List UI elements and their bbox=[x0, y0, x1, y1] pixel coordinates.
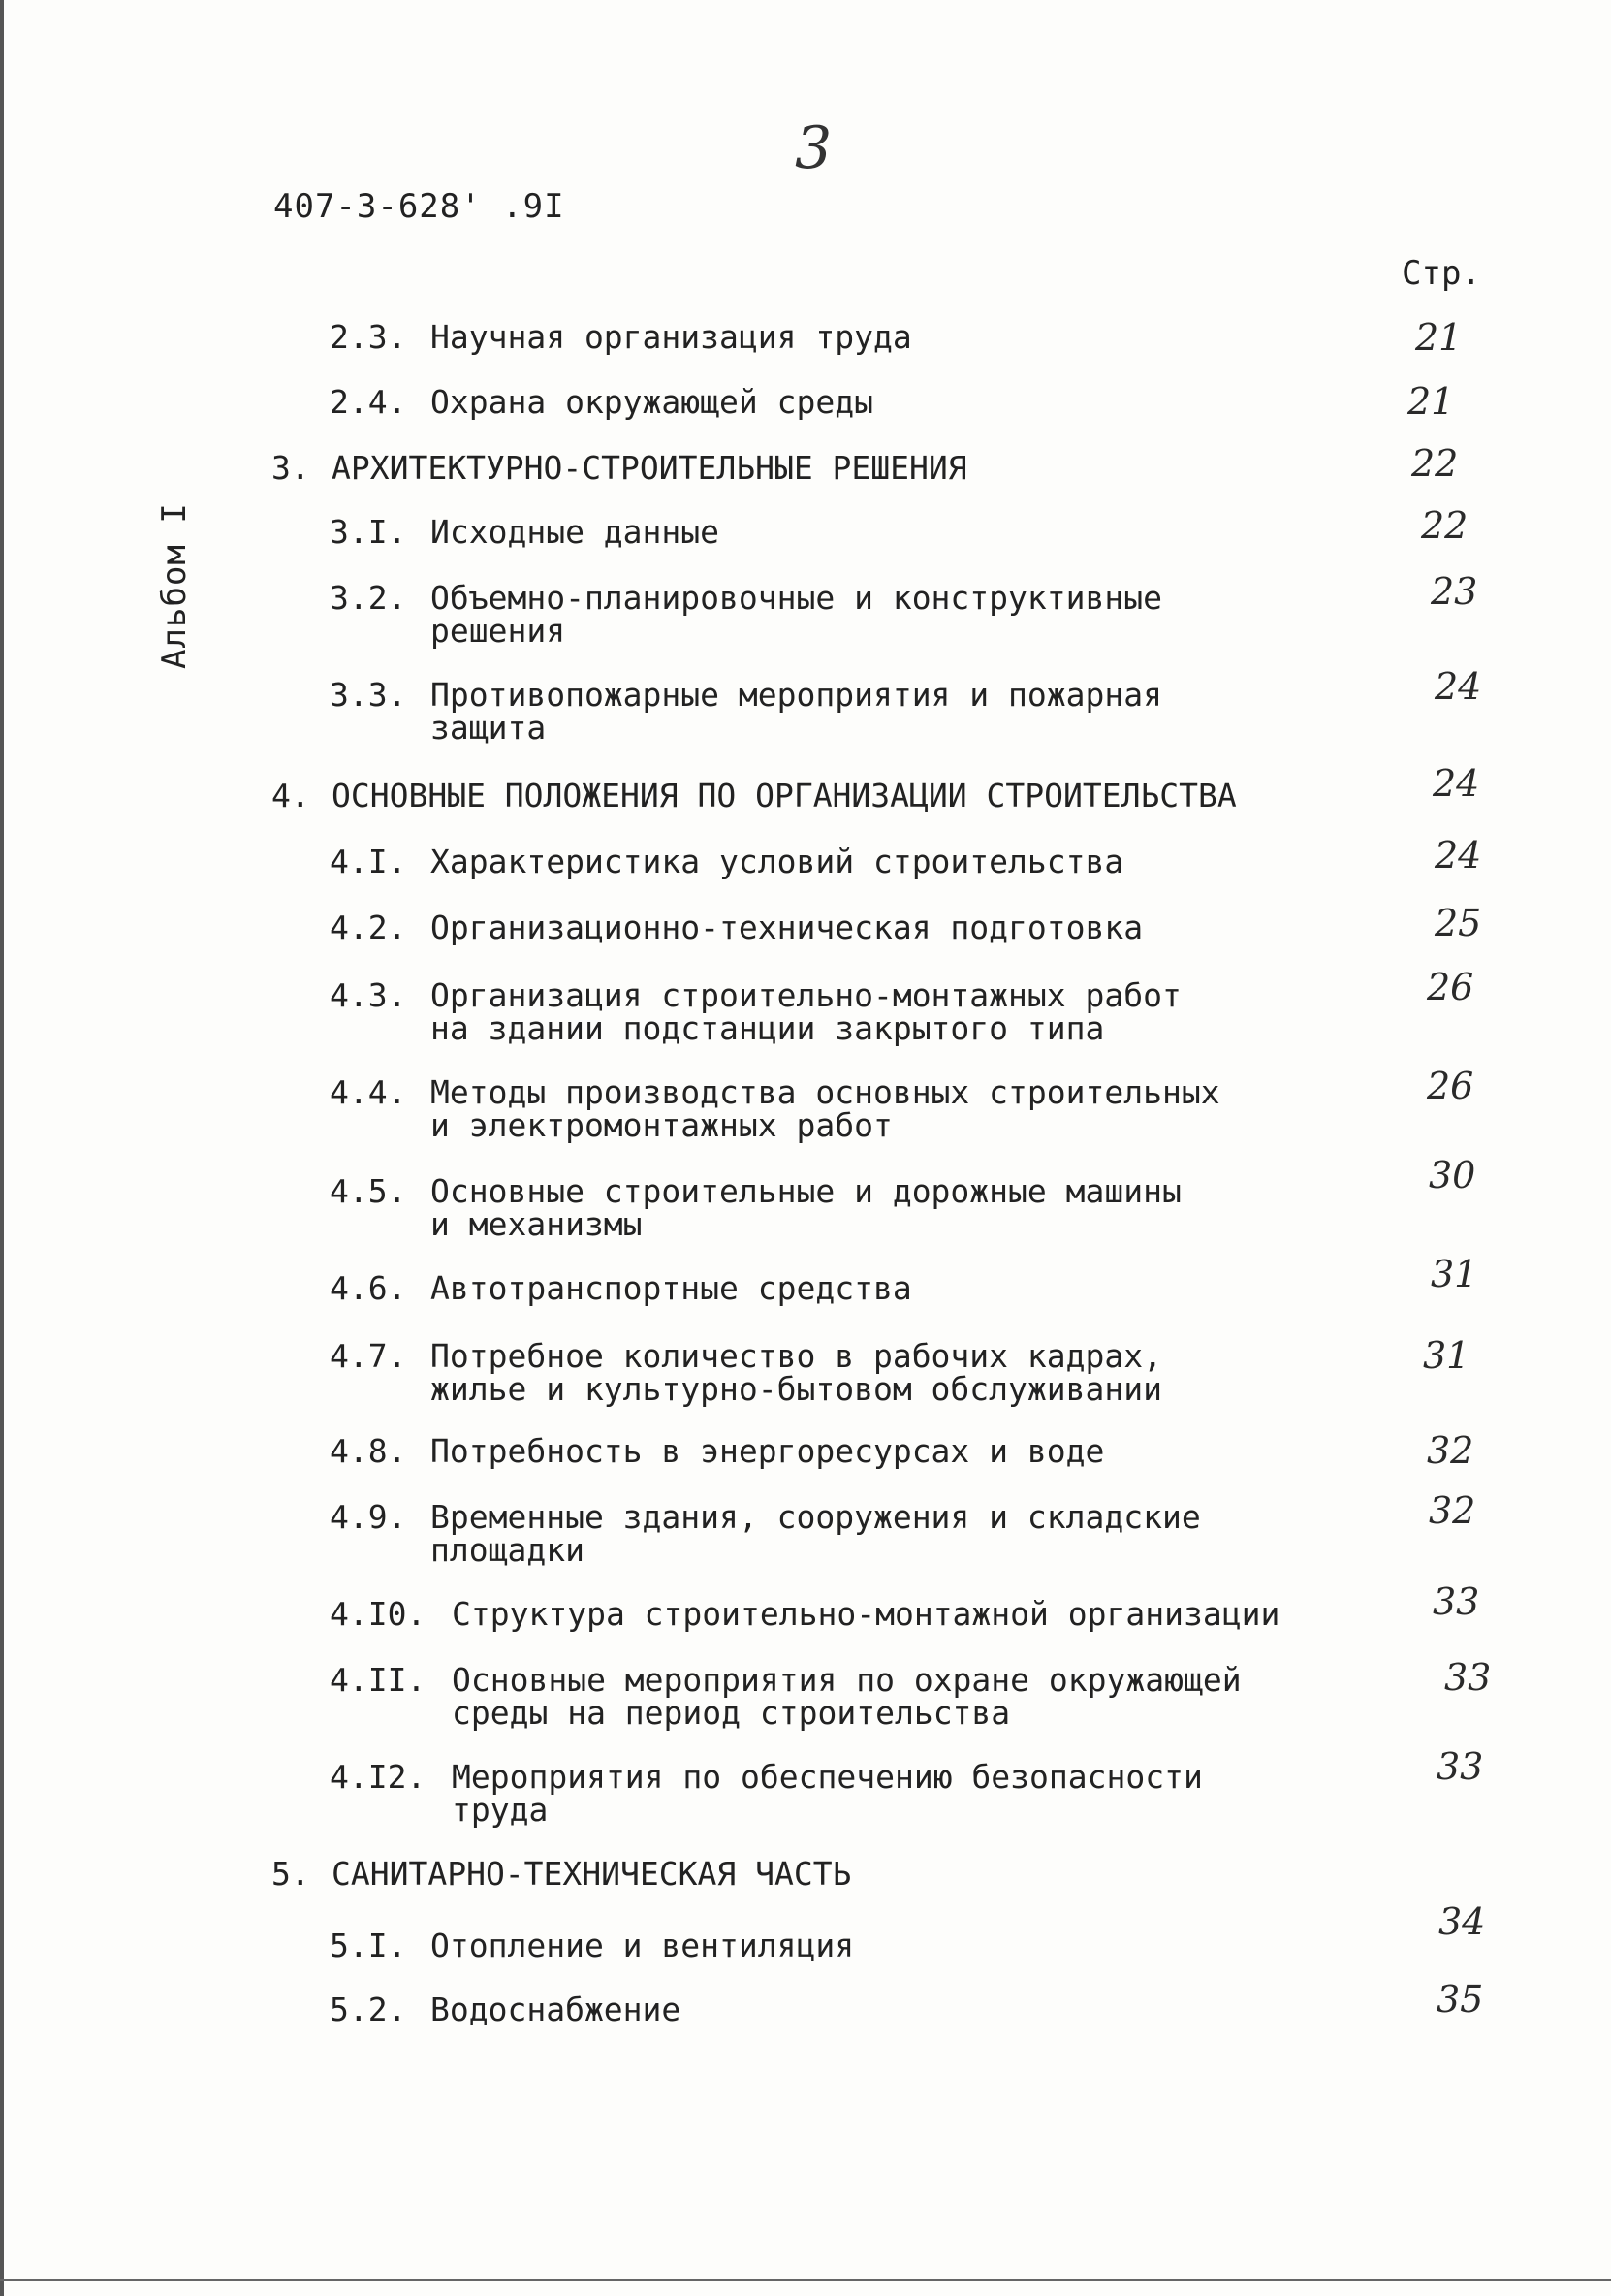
toc-title-line: Водоснабжение bbox=[430, 1991, 681, 2028]
toc-title-line: на здании подстанции закрытого типа bbox=[430, 1009, 1105, 1047]
toc-number: 3.3. bbox=[330, 676, 407, 714]
toc-page-number: 23 bbox=[1431, 570, 1478, 613]
toc-page-number: 24 bbox=[1435, 834, 1482, 877]
toc-page-number: 21 bbox=[1415, 316, 1463, 359]
toc-title-line: защита bbox=[430, 709, 547, 747]
toc-page-number: 22 bbox=[1411, 442, 1459, 485]
page-number: 3 bbox=[795, 114, 833, 182]
toc-title-line: Основные мероприятия по охране окружающей bbox=[452, 1661, 1242, 1699]
toc-number: 2.4. bbox=[330, 383, 407, 421]
toc-page-number: 26 bbox=[1427, 966, 1474, 1008]
scan-edge-left bbox=[0, 0, 4, 2296]
toc-number: 4.3. bbox=[330, 976, 407, 1014]
toc-title-line: АРХИТЕКТУРНО-СТРОИТЕЛЬНЫЕ РЕШЕНИЯ bbox=[332, 449, 967, 487]
toc-page-number: 31 bbox=[1431, 1253, 1478, 1295]
toc-title-line: Отопление и вентиляция bbox=[430, 1927, 855, 1964]
toc-title-line: САНИТАРНО-ТЕХНИЧЕСКАЯ ЧАСТЬ bbox=[332, 1855, 852, 1893]
toc-number: 4.4. bbox=[330, 1073, 407, 1111]
toc-number: 4.I0. bbox=[330, 1595, 426, 1633]
toc-title-line: Методы производства основных строительных bbox=[430, 1073, 1220, 1111]
toc-page-number: 22 bbox=[1421, 504, 1469, 547]
toc-title-line: и механизмы bbox=[430, 1205, 643, 1243]
toc-number: 5.2. bbox=[330, 1991, 407, 2028]
toc-number: 4.6. bbox=[330, 1269, 407, 1307]
toc-page-number: 24 bbox=[1433, 762, 1480, 805]
toc-number: 3. bbox=[271, 449, 310, 487]
toc-title-line: Автотранспортные средства bbox=[430, 1269, 912, 1307]
toc-page-number: 35 bbox=[1437, 1978, 1484, 2021]
toc-number: 2.3. bbox=[330, 318, 407, 356]
toc-page-number: 33 bbox=[1433, 1580, 1480, 1623]
toc-title-line: Научная организация труда bbox=[430, 318, 912, 356]
toc-title-line: ОСНОВНЫЕ ПОЛОЖЕНИЯ ПО ОРГАНИЗАЦИИ СТРОИТЕЛЬСТВА bbox=[332, 777, 1237, 814]
toc-number: 4. bbox=[271, 777, 310, 814]
toc-number: 5.I. bbox=[330, 1927, 407, 1964]
toc-title-line: Потребное количество в рабочих кадрах, bbox=[430, 1337, 1162, 1375]
toc-page-number: 25 bbox=[1435, 902, 1482, 944]
toc-title-line: и электромонтажных работ bbox=[430, 1106, 893, 1144]
toc-title-line: Потребность в энергоресурсах и воде bbox=[430, 1432, 1105, 1470]
toc-number: 4.I2. bbox=[330, 1758, 426, 1796]
toc-title-line: Охрана окружающей среды bbox=[430, 383, 873, 421]
toc-title-line: Объемно-планировочные и конструктивные bbox=[430, 579, 1162, 617]
toc-page-number: 21 bbox=[1407, 380, 1455, 423]
toc-title-line: решения bbox=[430, 612, 566, 650]
toc-page-number: 33 bbox=[1444, 1656, 1492, 1699]
toc-page-number: 24 bbox=[1435, 665, 1482, 708]
toc-number: 5. bbox=[271, 1855, 310, 1893]
toc-number: 4.9. bbox=[330, 1498, 407, 1536]
toc-title-line: Временные здания, сооружения и складские bbox=[430, 1498, 1201, 1536]
toc-page-number: 34 bbox=[1438, 1900, 1486, 1943]
album-label: Альбом I bbox=[155, 502, 194, 669]
toc-number: 4.II. bbox=[330, 1661, 426, 1699]
page-column-header: Стр. bbox=[1402, 254, 1481, 293]
toc-page-number: 33 bbox=[1437, 1745, 1484, 1788]
scan-edge-bottom bbox=[0, 2279, 1611, 2281]
toc-title-line: жилье и культурно-бытовом обслуживании bbox=[430, 1370, 1162, 1408]
toc-title-line: Мероприятия по обеспечению безопасности bbox=[452, 1758, 1203, 1796]
document-code: 407-3-628' .9I bbox=[273, 187, 565, 226]
toc-title-line: Структура строительно-монтажной организации bbox=[452, 1595, 1280, 1633]
toc-title-line: Организационно-техническая подготовка bbox=[430, 909, 1144, 946]
toc-number: 3.2. bbox=[330, 579, 407, 617]
toc-number: 4.2. bbox=[330, 909, 407, 946]
toc-page-number: 31 bbox=[1423, 1334, 1470, 1377]
toc-number: 4.7. bbox=[330, 1337, 407, 1375]
toc-number: 4.8. bbox=[330, 1432, 407, 1470]
toc-number: 4.5. bbox=[330, 1172, 407, 1210]
toc-page-number: 26 bbox=[1427, 1065, 1474, 1107]
toc-page-number: 32 bbox=[1427, 1429, 1474, 1472]
toc-title-line: площадки bbox=[430, 1531, 584, 1569]
toc-page-number: 30 bbox=[1429, 1154, 1476, 1196]
toc-page-number: 32 bbox=[1429, 1489, 1476, 1532]
toc-title-line: Основные строительные и дорожные машины bbox=[430, 1172, 1182, 1210]
toc-title-line: среды на период строительства bbox=[452, 1694, 1011, 1732]
toc-number: 4.I. bbox=[330, 843, 407, 880]
toc-title-line: Противопожарные мероприятия и пожарная bbox=[430, 676, 1162, 714]
toc-title-line: труда bbox=[452, 1791, 549, 1829]
toc-title-line: Организация строительно-монтажных работ bbox=[430, 976, 1182, 1014]
toc-number: 3.I. bbox=[330, 513, 407, 551]
toc-title-line: Характеристика условий строительства bbox=[430, 843, 1124, 880]
toc-title-line: Исходные данные bbox=[430, 513, 720, 551]
